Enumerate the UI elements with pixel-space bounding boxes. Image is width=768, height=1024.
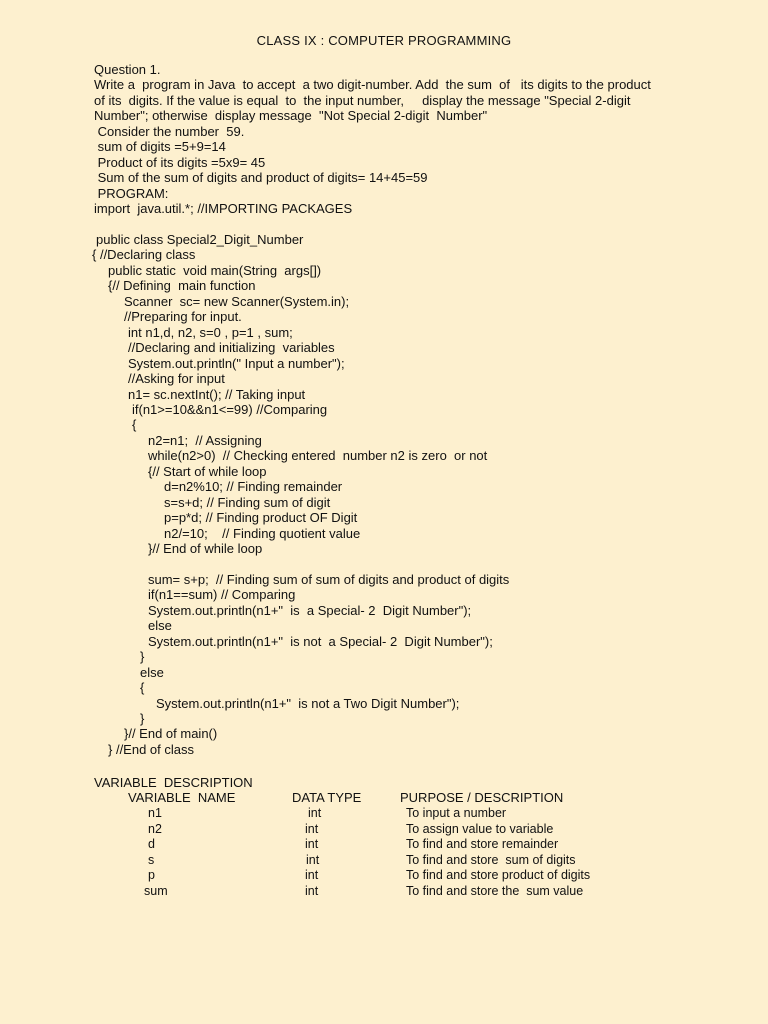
- vd-column-header: DATA TYPE: [292, 790, 362, 805]
- question-line: Sum of the sum of digits and product of digits= 14+45=59: [94, 170, 428, 185]
- vd-cell-name: d: [148, 837, 155, 851]
- code-line: else: [148, 618, 172, 634]
- vd-cell-purpose: To input a number: [406, 806, 507, 820]
- question-line: sum of digits =5+9=14: [94, 139, 226, 154]
- vd-cell-purpose: To find and store remainder: [406, 837, 559, 851]
- code-line: } //End of class: [108, 741, 194, 757]
- code-line: else: [140, 664, 164, 680]
- code-line: if(n1==sum) // Comparing: [148, 587, 296, 603]
- vd-cell-type: int: [306, 852, 320, 867]
- vd-column-header: PURPOSE / DESCRIPTION: [400, 790, 564, 805]
- code-line: p=p*d; // Finding product OF Digit: [164, 510, 358, 526]
- vd-cell-name: s: [148, 852, 155, 867]
- code-line: {// Start of while loop: [148, 463, 267, 479]
- vd-cell-type: int: [305, 821, 319, 836]
- vd-heading: VARIABLE DESCRIPTION: [94, 775, 253, 790]
- code-line: {: [140, 680, 145, 696]
- vd-cell-type: int: [305, 868, 319, 882]
- code-line: if(n1>=10&&n1<=99) //Comparing: [132, 401, 328, 417]
- question-line: Write a program in Java to accept a two digit-number. Add the sum of its digits to the product: [94, 77, 651, 92]
- vd-cell-name: n1: [148, 806, 162, 820]
- vd-cell-name: p: [148, 868, 155, 882]
- vd-cell-type: int: [305, 837, 319, 851]
- code-line: }// End of main(): [124, 726, 218, 742]
- code-line: { //Declaring class: [92, 247, 196, 263]
- question-line: PROGRAM:: [94, 185, 169, 201]
- question-line: of its digits. If the value is equal to the input number, display the message "Special 2-digit: [94, 92, 631, 108]
- question-label: Question 1.: [94, 62, 161, 77]
- code-line: System.out.println(n1+" is not a Special- 2 Digit Number");: [148, 633, 493, 649]
- vd-cell-purpose: To find and store product of digits: [406, 868, 591, 882]
- page-title: CLASS IX : COMPUTER PROGRAMMING: [256, 33, 512, 48]
- code-line: System.out.println(" Input a number");: [128, 355, 345, 371]
- code-line: while(n2>0) // Checking entered number n2 is zero or not: [148, 448, 488, 464]
- code-line: }: [140, 649, 145, 665]
- code-line: //Declaring and initializing variables: [128, 340, 335, 356]
- vd-cell-purpose: To assign value to variable: [406, 821, 554, 836]
- vd-cell-type: int: [305, 883, 319, 898]
- code-line: s=s+d; // Finding sum of digit: [164, 494, 331, 510]
- code-line: int n1,d, n2, s=0 , p=1 , sum;: [128, 324, 293, 340]
- code-line: public static void main(String args[]): [108, 262, 322, 278]
- code-line: {// Defining main function: [108, 278, 256, 294]
- vd-cell-name: sum: [144, 883, 168, 898]
- code-line: //Asking for input: [128, 371, 225, 387]
- question-line: Number"; otherwise display message "Not Special 2-digit Number": [94, 108, 488, 123]
- code-line: //Preparing for input.: [124, 309, 242, 325]
- vd-cell-type: int: [308, 806, 322, 820]
- code-line: d=n2%10; // Finding remainder: [164, 479, 343, 495]
- code-line: n2/=10; // Finding quotient value: [164, 525, 361, 541]
- question-line: import java.util.*; //IMPORTING PACKAGES: [94, 201, 353, 216]
- vd-cell-purpose: To find and store sum of digits: [406, 852, 576, 867]
- code-line: sum= s+p; // Finding sum of sum of digits and product of digits: [148, 571, 510, 587]
- code-line: {: [132, 417, 137, 433]
- code-line: System.out.println(n1+" is a Special- 2 Digit Number");: [148, 602, 472, 618]
- code-line: n1= sc.nextInt(); // Taking input: [128, 386, 306, 402]
- code-line: Scanner sc= new Scanner(System.in);: [124, 293, 350, 309]
- question-line: Product of its digits =5x9= 45: [94, 154, 266, 170]
- question-line: Consider the number 59.: [94, 123, 245, 139]
- code-line: System.out.println(n1+" is not a Two Digit Number");: [156, 695, 460, 711]
- code-line: }// End of while loop: [148, 541, 263, 556]
- code-line: public class Special2_Digit_Number: [96, 232, 304, 247]
- vd-column-header: VARIABLE NAME: [128, 790, 236, 805]
- code-line: n2=n1; // Assigning: [148, 432, 262, 448]
- code-line: }: [140, 710, 145, 726]
- vd-cell-purpose: To find and store the sum value: [406, 883, 584, 898]
- vd-cell-name: n2: [148, 821, 162, 836]
